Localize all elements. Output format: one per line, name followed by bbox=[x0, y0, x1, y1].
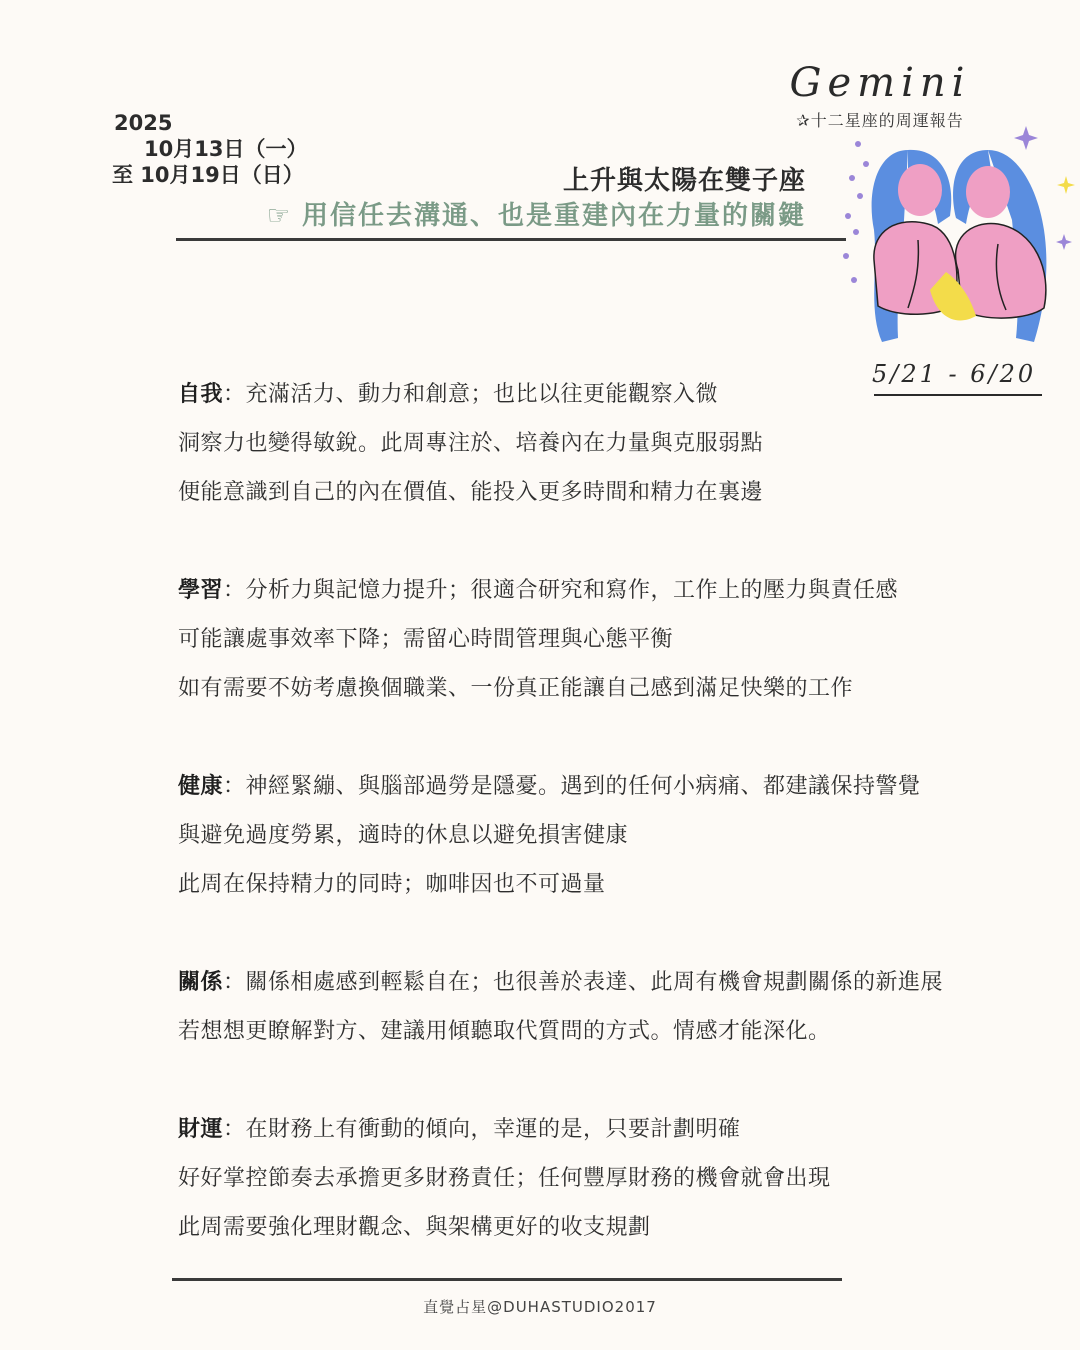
section-self bbox=[178, 370, 1078, 517]
section-line: 關係：關係相處感到輕鬆自在；也很善於表達、此周有機會規劃關係的新進展 bbox=[178, 970, 944, 995]
start-date: 10月13日（一） bbox=[144, 137, 308, 161]
section-label: 學習 bbox=[178, 578, 224, 603]
section-line: 自我：充滿活力、動力和創意；也比以往更能觀察入微 bbox=[178, 382, 719, 407]
pointing-hand-icon: ☞ bbox=[266, 201, 292, 231]
section-relationship bbox=[178, 958, 1078, 1056]
section-line: 此周在保持精力的同時；咖啡因也不可過量 bbox=[178, 872, 606, 897]
section-line: 洞察力也變得敏銳。此周專注於、培養內在力量與克服弱點 bbox=[178, 431, 764, 456]
section-line: 此周需要強化理財觀念、與架構更好的收支規劃 bbox=[178, 1215, 651, 1240]
bottom-divider bbox=[172, 1278, 842, 1281]
year: 2025 bbox=[114, 111, 173, 135]
section-line: 便能意識到自己的內在價值、能投入更多時間和精力在裏邊 bbox=[178, 480, 764, 505]
forecast-sections bbox=[178, 370, 1078, 1301]
section-label: 財運 bbox=[178, 1117, 224, 1142]
headline bbox=[267, 164, 806, 234]
section-line: 如有需要不妨考慮換個職業、一份真正能讓自己感到滿足快樂的工作 bbox=[178, 676, 854, 701]
section-line: 財運：在財務上有衝動的傾向，幸運的是，只要計劃明確 bbox=[178, 1117, 741, 1142]
headline-subtitle: 用信任去溝通、也是重建內在力量的關鍵 bbox=[301, 201, 806, 231]
section-label: 關係 bbox=[178, 970, 224, 995]
gemini-twins-illustration bbox=[838, 120, 1078, 360]
section-line: 好好掌控節奏去承擔更多財務責任；任何豐厚財務的機會就會出現 bbox=[178, 1166, 831, 1191]
sign-title: Gemini bbox=[789, 60, 971, 106]
end-date: 至 10月19日（日） bbox=[112, 163, 304, 187]
section-wealth bbox=[178, 1105, 1078, 1252]
section-line: 與避免過度勞累，適時的休息以避免損害健康 bbox=[178, 823, 629, 848]
headline-title: 上升與太陽在雙子座 bbox=[562, 166, 806, 196]
section-line: 若想想更瞭解對方、建議用傾聽取代質問的方式。情感才能深化。 bbox=[178, 1019, 831, 1044]
section-line: 可能讓處事效率下降；需留心時間管理與心態平衡 bbox=[178, 627, 674, 652]
footer-credit: 直覺占星@DUHASTUDIO2017 bbox=[423, 1298, 657, 1316]
report-subtitle: ✰十二星座的周運報告 bbox=[796, 111, 964, 130]
section-line: 學習：分析力與記憶力提升；很適合研究和寫作，工作上的壓力與責任感 bbox=[178, 578, 899, 603]
section-learning bbox=[178, 566, 1078, 713]
section-label: 自我 bbox=[178, 382, 224, 407]
sign-date-range: 5/21 - 6/20 bbox=[872, 360, 1037, 388]
top-divider bbox=[176, 238, 846, 241]
section-line: 健康：神經緊繃、與腦部過勞是隱憂。遇到的任何小病痛、都建議保持警覺 bbox=[178, 774, 921, 799]
headline-subtitle-row bbox=[267, 198, 806, 234]
section-label: 健康 bbox=[178, 774, 224, 799]
section-health bbox=[178, 762, 1078, 909]
